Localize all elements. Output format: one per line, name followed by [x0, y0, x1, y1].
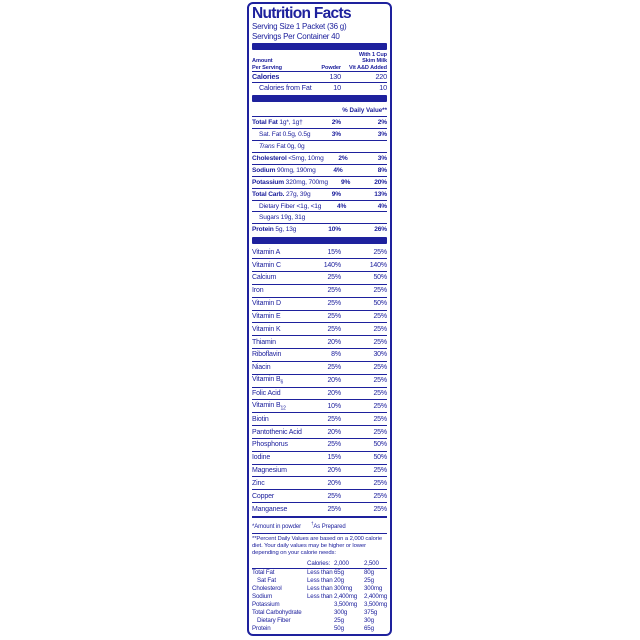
nutrient-row [252, 211, 387, 223]
row-label: Vitamin D [252, 300, 281, 308]
row-label: Vitamin C [252, 261, 281, 269]
nutrition-label [247, 2, 392, 636]
row-label: Total Fat 1g*, 1g† [252, 119, 303, 127]
row-label: Copper [252, 492, 275, 500]
daily-value-row: Protein 50g 65g [252, 625, 374, 633]
amount-per-serving-header [252, 58, 313, 71]
vitamin-row: Thiamin 20% 25% [252, 336, 387, 349]
vitamin-row: Phosphorus 25% 50% [252, 439, 387, 452]
daily-value-row: Dietary Fiber 25g 30g [257, 617, 374, 625]
vitamin-row: Vitamin $B_6$ 20% 25% [252, 375, 387, 388]
footnote-powder-text: *Amount in powder [252, 524, 301, 530]
daily-value-row: Cholesterol Less than 300mg 300mg [252, 585, 383, 593]
daily-value-table [252, 560, 387, 634]
vitamin-row: Pantothenic Acid 20% 25% [252, 426, 387, 439]
vitamins-section [252, 246, 387, 516]
row-label: Biotin [252, 415, 269, 423]
vitamin-row: Calcium 25% 50% [252, 272, 387, 285]
footnote-prepared-text: †As Prepared [311, 521, 346, 530]
prepared-header-line: Skim Milk [362, 58, 387, 65]
vitamin-row: Manganese 25% 25% [252, 506, 387, 514]
daily-value-row: Sodium Less than 2,400mg 2,400mg [252, 593, 387, 601]
nutrient-row: Sat. Fat 0.5g, 0.5g 3% 3% [252, 128, 387, 140]
prepared-header-line: Vit A&D Added [349, 64, 387, 71]
row-label: Pantothenic Acid [252, 428, 302, 436]
vitamin-row: Biotin 25% 25% [252, 413, 387, 426]
row-label: Calories [252, 72, 280, 82]
prepared-header-line: With 1 Cup [358, 52, 387, 58]
daily-value-rows [252, 569, 387, 633]
daily-value-row: Sat Fat Less than 20g 25g [257, 577, 374, 585]
row-label: Thiamin [252, 338, 276, 346]
vitamin-row: Vitamin K 25% 25% [252, 323, 387, 336]
row-label: Trans Fat 0g, 0g [259, 143, 305, 151]
nutrient-row: Protein 5g, 13g 10% 26% [252, 223, 387, 235]
footnote-percent: **Percent Daily Values are based on a 2,000 calorie diet. Your daily values may be higher or lower depending on your calorie needs: [252, 535, 383, 556]
column-headers [252, 52, 387, 71]
row-label: Niacin [252, 364, 271, 372]
amount-header-line: Amount [252, 58, 273, 65]
row-label: Phosphorus [252, 441, 288, 449]
nutrient-row: Dietary Fiber <1g, <1g 4% 4% [252, 200, 387, 212]
nutrient-row [252, 140, 387, 152]
daily-value-row: Total Carbohydrate 300g 375g [252, 609, 378, 617]
dagger-mark: † [311, 521, 314, 526]
vitamin-row: Vitamin D 25% 50% [252, 298, 387, 311]
vitamin-row: Zinc 20% 25% [252, 477, 387, 490]
row-label: Magnesium [252, 467, 287, 475]
vitamin-row: Vitamin C 140% 140% [252, 259, 387, 272]
vitamin-row: Riboflavin 8% 30% [252, 349, 387, 362]
row-label: Iodine [252, 454, 271, 462]
row-label: Zinc [252, 479, 265, 487]
row-label: Potassium 320mg, 700mg [252, 178, 328, 186]
servings-per-container: Servings Per Container 40 [252, 31, 340, 41]
separator-bar [252, 95, 387, 102]
row-label: Iron [252, 287, 264, 295]
serving-size: Serving Size 1 Packet (36 g) [252, 22, 347, 31]
footnote-amount [252, 518, 387, 534]
dv-col-2500: 2,500 [364, 559, 379, 567]
row-label: Cholesterol <5mg, 10mg [252, 154, 324, 162]
label-title: Nutrition Facts [252, 5, 351, 22]
nutrient-row: Potassium 320mg, 700mg 9% 20% [252, 176, 387, 188]
row-label: Protein 5g, 13g [252, 226, 297, 234]
powder-column-header: Powder [321, 64, 341, 71]
nutrients-section [252, 116, 387, 235]
row-label: Sat. Fat 0.5g, 0.5g [259, 131, 311, 139]
prepared-column-header [341, 52, 387, 71]
row-label: Sugars 19g, 31g [259, 214, 306, 222]
vitamin-row: Folic Acid 20% 25% [252, 388, 387, 401]
row-label: Vitamin A [252, 248, 281, 256]
row-label: Riboflavin [252, 351, 282, 359]
calories-section [252, 71, 387, 93]
separator-bar [252, 43, 387, 50]
vitamin-row: Vitamin E 25% 25% [252, 311, 387, 324]
vitamin-row: Niacin 25% 25% [252, 362, 387, 375]
row-label: Vitamin $B_6$ [252, 375, 284, 386]
dv-col-2000: 2,000 [334, 559, 349, 567]
nutrient-row: Total Fat 1g*, 1g† 2% 2% [252, 116, 387, 128]
dv-calories-label: Calories: [307, 559, 331, 567]
daily-value-row: Total Fat Less than 65g 80g [252, 569, 374, 577]
daily-value-header: % Daily Value** [342, 107, 387, 115]
vitamin-row: Iodine 15% 50% [252, 452, 387, 465]
vitamin-row: Iron 25% 25% [252, 285, 387, 298]
calories-row: Calories from Fat 10 10 [252, 82, 387, 93]
row-label: Total Carb. 27g, 39g [252, 190, 311, 198]
row-label: Calories from Fat [259, 83, 312, 93]
row-label: Dietary Fiber <1g, <1g [259, 202, 322, 210]
amount-header-line: Per Serving [252, 64, 282, 71]
row-label: Folic Acid [252, 389, 281, 397]
row-label: Vitamin E [252, 312, 281, 320]
row-label: Vitamin $B_{12}$ [252, 401, 286, 412]
calories-row: Calories 130 220 [252, 72, 387, 82]
daily-value-table-header [252, 560, 387, 570]
separator-bar [252, 237, 387, 244]
row-label: Manganese [252, 506, 288, 514]
row-label: Calcium [252, 274, 277, 282]
nutrient-row: Total Carb. 27g, 39g 9% 13% [252, 188, 387, 200]
vitamin-row: Vitamin A 15% 25% [252, 246, 387, 259]
vitamin-row: Vitamin $B_{12}$ 10% 25% [252, 400, 387, 413]
row-label: Sodium 90mg, 190mg [252, 166, 316, 174]
daily-value-row: Potassium 3,500mg 3,500mg [252, 601, 387, 609]
nutrient-row: Sodium 90mg, 190mg 4% 8% [252, 164, 387, 176]
vitamin-row: Copper 25% 25% [252, 490, 387, 503]
vitamin-row: Magnesium 20% 25% [252, 465, 387, 478]
nutrient-row: Cholesterol <5mg, 10mg 2% 3% [252, 152, 387, 164]
row-label: Vitamin K [252, 325, 281, 333]
